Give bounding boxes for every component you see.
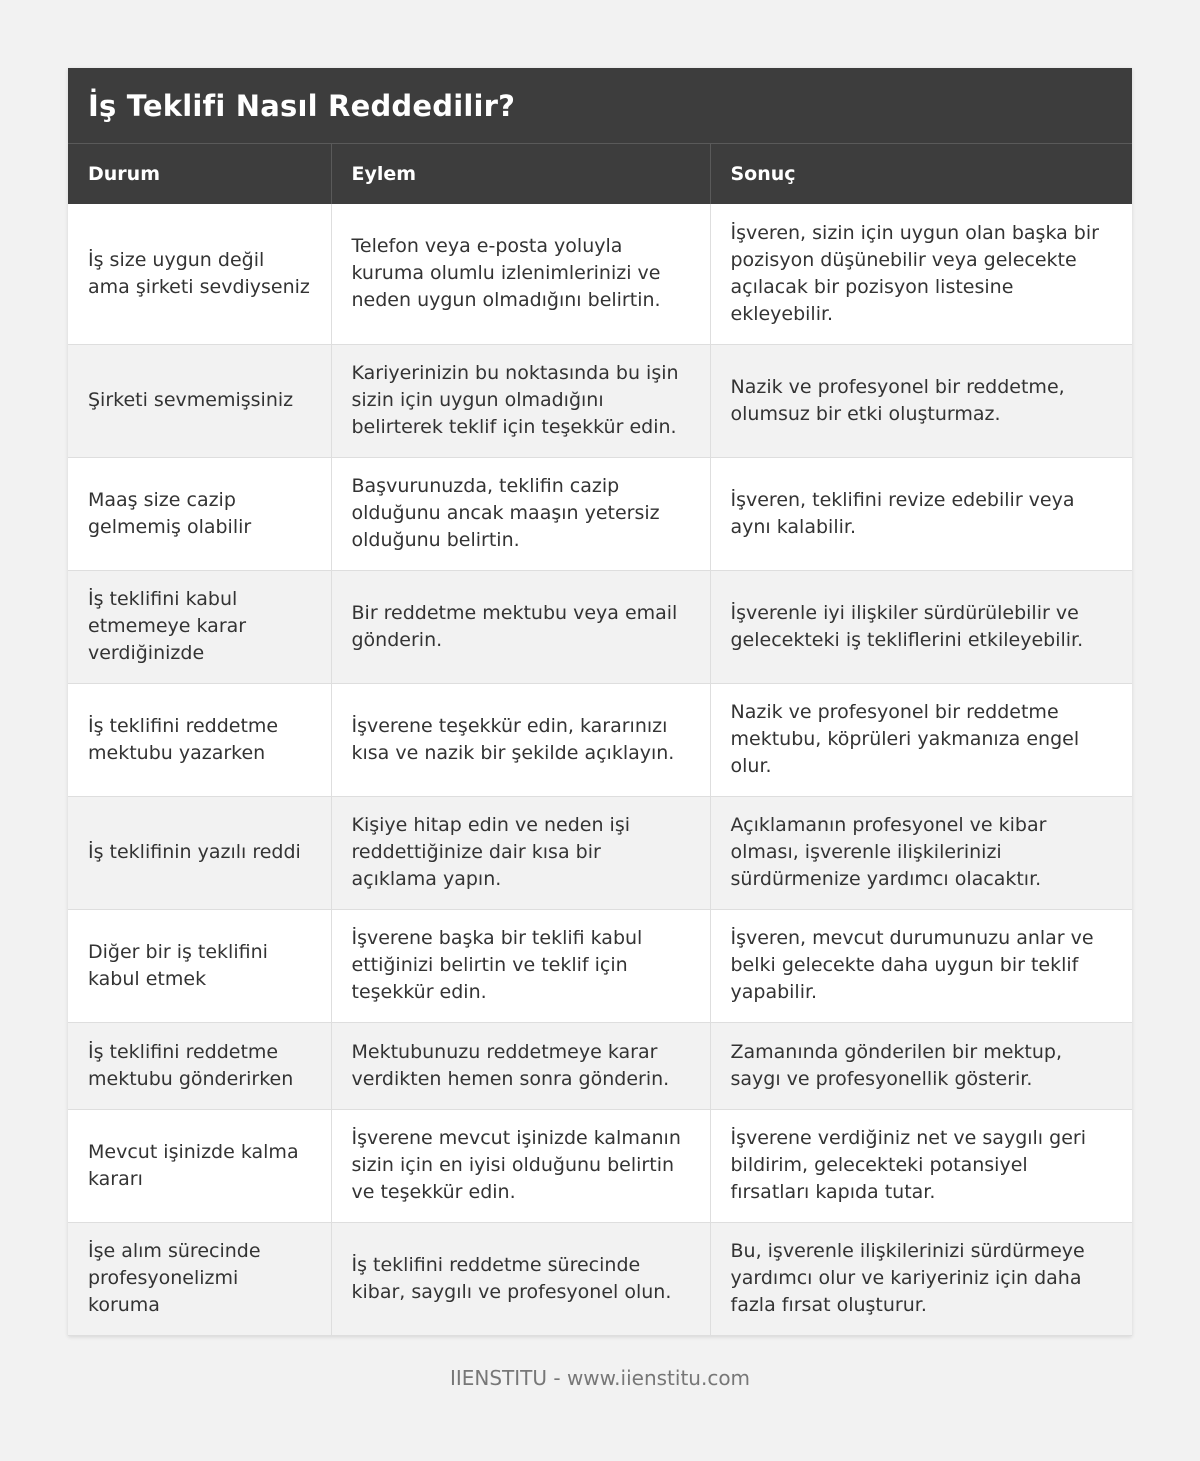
table-row <box>68 1022 1132 1109</box>
column-header-sonuc: Sonuç <box>710 144 1132 204</box>
table-row <box>68 796 1132 909</box>
cell-eylem: İşverene başka bir teklifi kabul ettiğinizi belirtin ve teklif için teşekkür edin. <box>331 909 710 1022</box>
cell-sonuc: Bu, işverenle ilişkilerinizi sürdürmeye yardımcı olur ve kariyeriniz için daha fazla fırsat oluşturur. <box>710 1222 1132 1335</box>
cell-durum: İş teklifinin yazılı reddi <box>68 796 331 909</box>
cell-sonuc: Açıklamanın profesyonel ve kibar olması, işverenle ilişkilerinizi sürdürmenize yardımcı olacaktır. <box>710 796 1132 909</box>
cell-durum: İş teklifini kabul etmemeye karar verdiğinizde <box>68 570 331 683</box>
cell-eylem: İşverene teşekkür edin, kararınızı kısa ve nazik bir şekilde açıklayın. <box>331 683 710 796</box>
cell-durum: İş teklifini reddetme mektubu gönderirken <box>68 1022 331 1109</box>
cell-eylem: Telefon veya e-posta yoluyla kuruma olumlu izlenimlerinizi ve neden uygun olmadığını belirtin. <box>331 204 710 344</box>
cell-eylem: Başvurunuzda, teklifin cazip olduğunu ancak maaşın yetersiz olduğunu belirtin. <box>331 457 710 570</box>
table-header-row <box>68 144 1132 204</box>
cell-sonuc: İşveren, sizin için uygun olan başka bir pozisyon düşünebilir veya gelecekte açılacak bir pozisyon listesine ekleyebilir. <box>710 204 1132 344</box>
table-row <box>68 1222 1132 1335</box>
cell-eylem: İş teklifini reddetme sürecinde kibar, saygılı ve profesyonel olun. <box>331 1222 710 1335</box>
table-row <box>68 909 1132 1022</box>
cell-eylem: Kariyerinizin bu noktasında bu işin sizin için uygun olmadığını belirterek teklif için teşekkür edin. <box>331 344 710 457</box>
cell-durum: İş size uygun değil ama şirketi sevdiyseniz <box>68 204 331 344</box>
table-row <box>68 683 1132 796</box>
cell-sonuc: Zamanında gönderilen bir mektup, saygı ve profesyonellik gösterir. <box>710 1022 1132 1109</box>
table-row <box>68 570 1132 683</box>
cell-eylem: Mektubunuzu reddetmeye karar verdikten hemen sonra gönderin. <box>331 1022 710 1109</box>
cell-sonuc: İşverene verdiğiniz net ve saygılı geri bildirim, gelecekteki potansiyel fırsatları kapıda tutar. <box>710 1109 1132 1222</box>
cell-durum: Diğer bir iş teklifini kabul etmek <box>68 909 331 1022</box>
column-header-durum: Durum <box>68 144 331 204</box>
page-title: İş Teklifi Nasıl Reddedilir? <box>88 88 516 123</box>
cell-sonuc: İşveren, mevcut durumunuzu anlar ve belki gelecekte daha uygun bir teklif yapabilir. <box>710 909 1132 1022</box>
cell-durum: Şirketi sevmemişsiniz <box>68 344 331 457</box>
cell-sonuc: Nazik ve profesyonel bir reddetme, olumsuz bir etki oluşturmaz. <box>710 344 1132 457</box>
cell-eylem: İşverene mevcut işinizde kalmanın sizin için en iyisi olduğunu belirtin ve teşekkür edin. <box>331 1109 710 1222</box>
cell-sonuc: Nazik ve profesyonel bir reddetme mektubu, köprüleri yakmanıza engel olur. <box>710 683 1132 796</box>
title-bar <box>68 68 1132 144</box>
cell-durum: Maaş size cazip gelmemiş olabilir <box>68 457 331 570</box>
table-row <box>68 344 1132 457</box>
footer-credit: IIENSTITU - www.iienstitu.com <box>449 1366 751 1390</box>
cell-durum: Mevcut işinizde kalma kararı <box>68 1109 331 1222</box>
table-row <box>68 204 1132 344</box>
table-card <box>68 68 1132 1336</box>
table-row <box>68 457 1132 570</box>
column-header-eylem: Eylem <box>331 144 710 204</box>
cell-eylem: Bir reddetme mektubu veya email gönderin. <box>331 570 710 683</box>
table-row <box>68 1109 1132 1222</box>
cell-sonuc: İşverenle iyi ilişkiler sürdürülebilir ve gelecekteki iş tekliflerini etkileyebilir. <box>710 570 1132 683</box>
data-table <box>68 144 1132 1336</box>
cell-durum: İşe alım sürecinde profesyonelizmi koruma <box>68 1222 331 1335</box>
cell-eylem: Kişiye hitap edin ve neden işi reddettiğinize dair kısa bir açıklama yapın. <box>331 796 710 909</box>
cell-sonuc: İşveren, teklifini revize edebilir veya aynı kalabilir. <box>710 457 1132 570</box>
cell-durum: İş teklifini reddetme mektubu yazarken <box>68 683 331 796</box>
